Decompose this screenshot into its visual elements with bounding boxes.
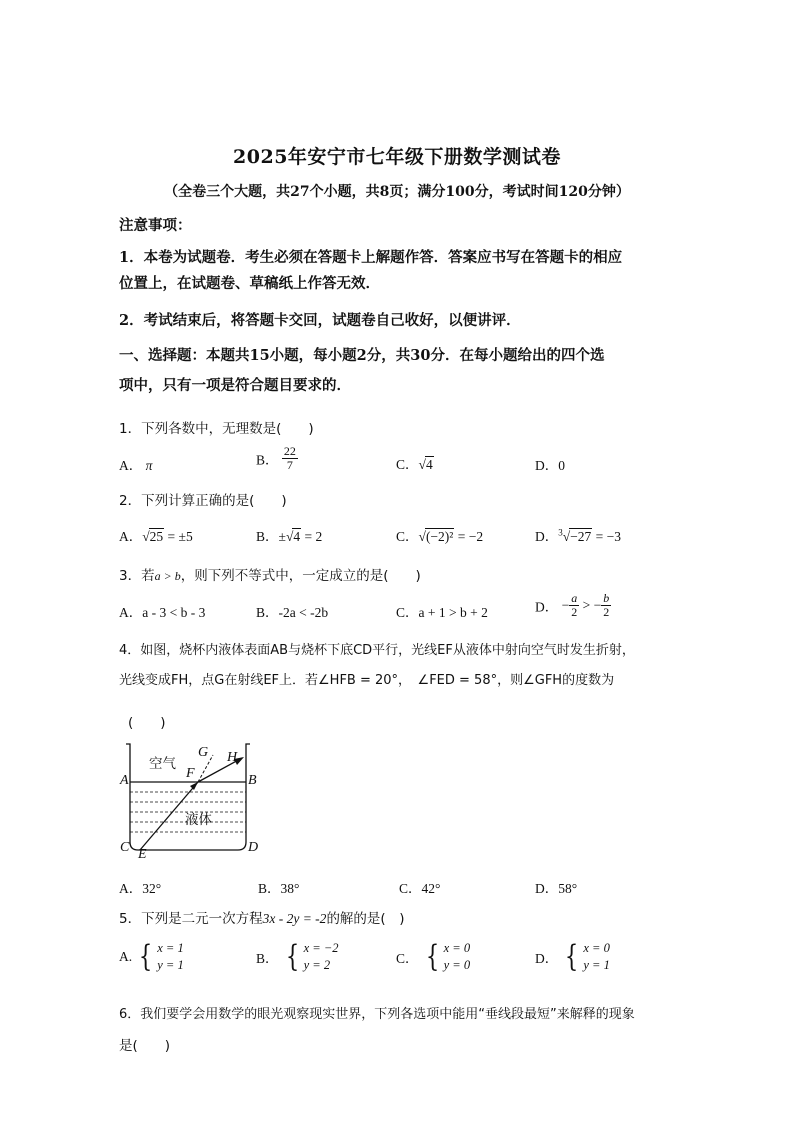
option-label: A． [119, 529, 143, 544]
option-label: B． [256, 951, 279, 966]
section-heading: 一、选择题：本题共15小题，每小题2分，共30分．在每小题给出的四个选 [119, 347, 605, 364]
equation-row: y = 1 [583, 958, 610, 972]
question-2-stem: 2．下列计算正确的是( ) [119, 493, 287, 509]
question-4-blank: ( ) [128, 715, 166, 731]
question-3-stem [119, 564, 421, 584]
denominator: 2 [571, 605, 578, 619]
q4-option-a: A．32° [119, 881, 162, 896]
q1-option-a [119, 454, 152, 474]
point-e-label: E [138, 847, 147, 862]
notice-heading: 注意事项： [119, 217, 192, 234]
q3-option-a: A．a - 3 < b - 3 [119, 605, 206, 620]
notice-item-2: 2．考试结束后，将答题卡交回，试题卷自己收好，以便讲评． [119, 312, 521, 329]
q3-option-b: B．-2a < -2b [256, 605, 329, 620]
equation-row: y = 2 [303, 958, 331, 972]
question-6-stem: 6．我们要学会用数学的眼光观察现实世界，下列各选项中能用“垂线段最短”来解释的现象 [119, 1007, 635, 1022]
question-1-stem: 1．下列各数中，无理数是( ) [119, 421, 314, 437]
q4-option-d: D．58° [535, 881, 578, 896]
equation-row: x = 0 [443, 941, 471, 955]
fraction [282, 445, 298, 472]
option-label: D． [535, 951, 559, 966]
operator: > [579, 597, 594, 613]
q5-option-c: C． { x = 0 y = 0 [396, 939, 471, 974]
question-5-stem [119, 907, 404, 927]
option-label: B． [256, 452, 279, 468]
option-label: D． [535, 529, 559, 544]
option-rest: = 2 [301, 529, 323, 544]
root-index: 3 [558, 527, 563, 538]
point-g-label: G [198, 745, 209, 760]
point-b-label: B [248, 773, 257, 788]
option-label: C． [396, 951, 419, 966]
fraction-a [569, 592, 579, 619]
equation-row: x = 1 [157, 941, 184, 955]
equation-row: x = −2 [303, 941, 339, 955]
option-rest: = −3 [592, 529, 622, 544]
fraction-b [601, 592, 611, 619]
radicand: 25 [149, 529, 164, 544]
radicand: 4 [425, 457, 433, 472]
option-label: D． [535, 599, 559, 615]
stem-math: 3x - 2y = -2 [262, 911, 327, 926]
q4-option-c: C．42° [399, 881, 441, 896]
q2-option-a: A．√25 = ±5 [119, 529, 193, 544]
stem-text: 3．若 [119, 568, 155, 584]
q5-option-b: B． { x = −2 y = 2 [256, 939, 339, 974]
equation-row: y = 0 [443, 958, 471, 972]
q5-option-d: D． { x = 0 y = 1 [535, 939, 610, 974]
section-heading-cont: 项中，只有一项是符合题目要求的． [119, 377, 351, 394]
exam-info: （全卷三个大题，共27个小题，共8页；满分100分，考试时间120分钟） [164, 184, 630, 200]
option-label: B． [256, 529, 279, 544]
option-value: π [145, 458, 153, 473]
option-prefix: ± [278, 529, 286, 544]
numerator: b [603, 591, 610, 605]
equation-row: x = 0 [583, 941, 610, 955]
option-rest: = −2 [454, 529, 484, 544]
numerator: a [571, 591, 578, 605]
stem-math: a > b [154, 569, 181, 583]
q1-option-d: D．0 [535, 458, 565, 473]
radicand: (−2)² [425, 529, 454, 544]
liquid-label: 液体 [185, 812, 212, 828]
page-title: 2025年安宁市七年级下册数学测试卷 [233, 146, 561, 168]
radicand: 4 [293, 529, 301, 544]
option-label: A． [119, 458, 143, 473]
q2-option-b: B．±√4 = 2 [256, 529, 323, 544]
option-label: C． [396, 529, 419, 544]
stem-text: ，则下列不等式中，一定成立的是( ) [180, 568, 421, 584]
stem-text: 的解的是( ) [326, 911, 405, 927]
stem-text: 5．下列是二元一次方程 [119, 911, 263, 927]
option-label: C． [396, 457, 419, 472]
q2-option-c: C．√(−2)² = −2 [396, 529, 484, 544]
equation-row: y = 1 [157, 958, 184, 972]
option-label: A. [119, 949, 133, 964]
notice-item-1-cont: 位置上，在试题卷、草稿纸上作答无效． [119, 275, 380, 292]
question-4-stem: 4．如图，烧杯内液体表面AB与烧杯下底CD平行，光线EF从液体中射向空气时发生折射， [119, 643, 635, 658]
question-6-stem-cont: 是( ) [119, 1038, 171, 1054]
q4-option-b: B．38° [258, 881, 300, 896]
point-c-label: C [120, 840, 130, 855]
radicand: −27 [570, 529, 592, 544]
notice-item-1: 1．本卷为试题卷．考生必须在答题卡上解题作答．答案应书写在答题卡的相应 [119, 249, 623, 266]
point-h-label: H [227, 750, 238, 765]
numerator: 22 [283, 444, 296, 458]
air-label: 空气 [149, 756, 176, 772]
ray-arrow-ef [190, 782, 198, 790]
point-a-label: A [120, 773, 129, 788]
q1-option-b [256, 445, 298, 472]
option-rest: = ±5 [164, 529, 193, 544]
point-d-label: D [248, 840, 259, 855]
q5-option-a: A. { x = 1 y = 1 [119, 939, 184, 974]
q3-option-c: C．a + 1 > b + 2 [396, 605, 488, 620]
q1-option-c: C．√4 [396, 457, 433, 472]
point-f-label: F [186, 766, 195, 781]
q2-option-d: D．$^3$√−27 = −3 [535, 527, 622, 544]
q3-option-d: D． − $\frac{a}{2}$ > − $\frac{b}{2}$ [535, 591, 610, 619]
denominator: 2 [603, 605, 610, 619]
question-4-stem-cont: 光线变成FH，点G在射线EF上．若∠HFB = 20°， ∠FED = 58°，则∠GFH的度数为 [119, 673, 615, 688]
denominator: 7 [286, 458, 293, 472]
